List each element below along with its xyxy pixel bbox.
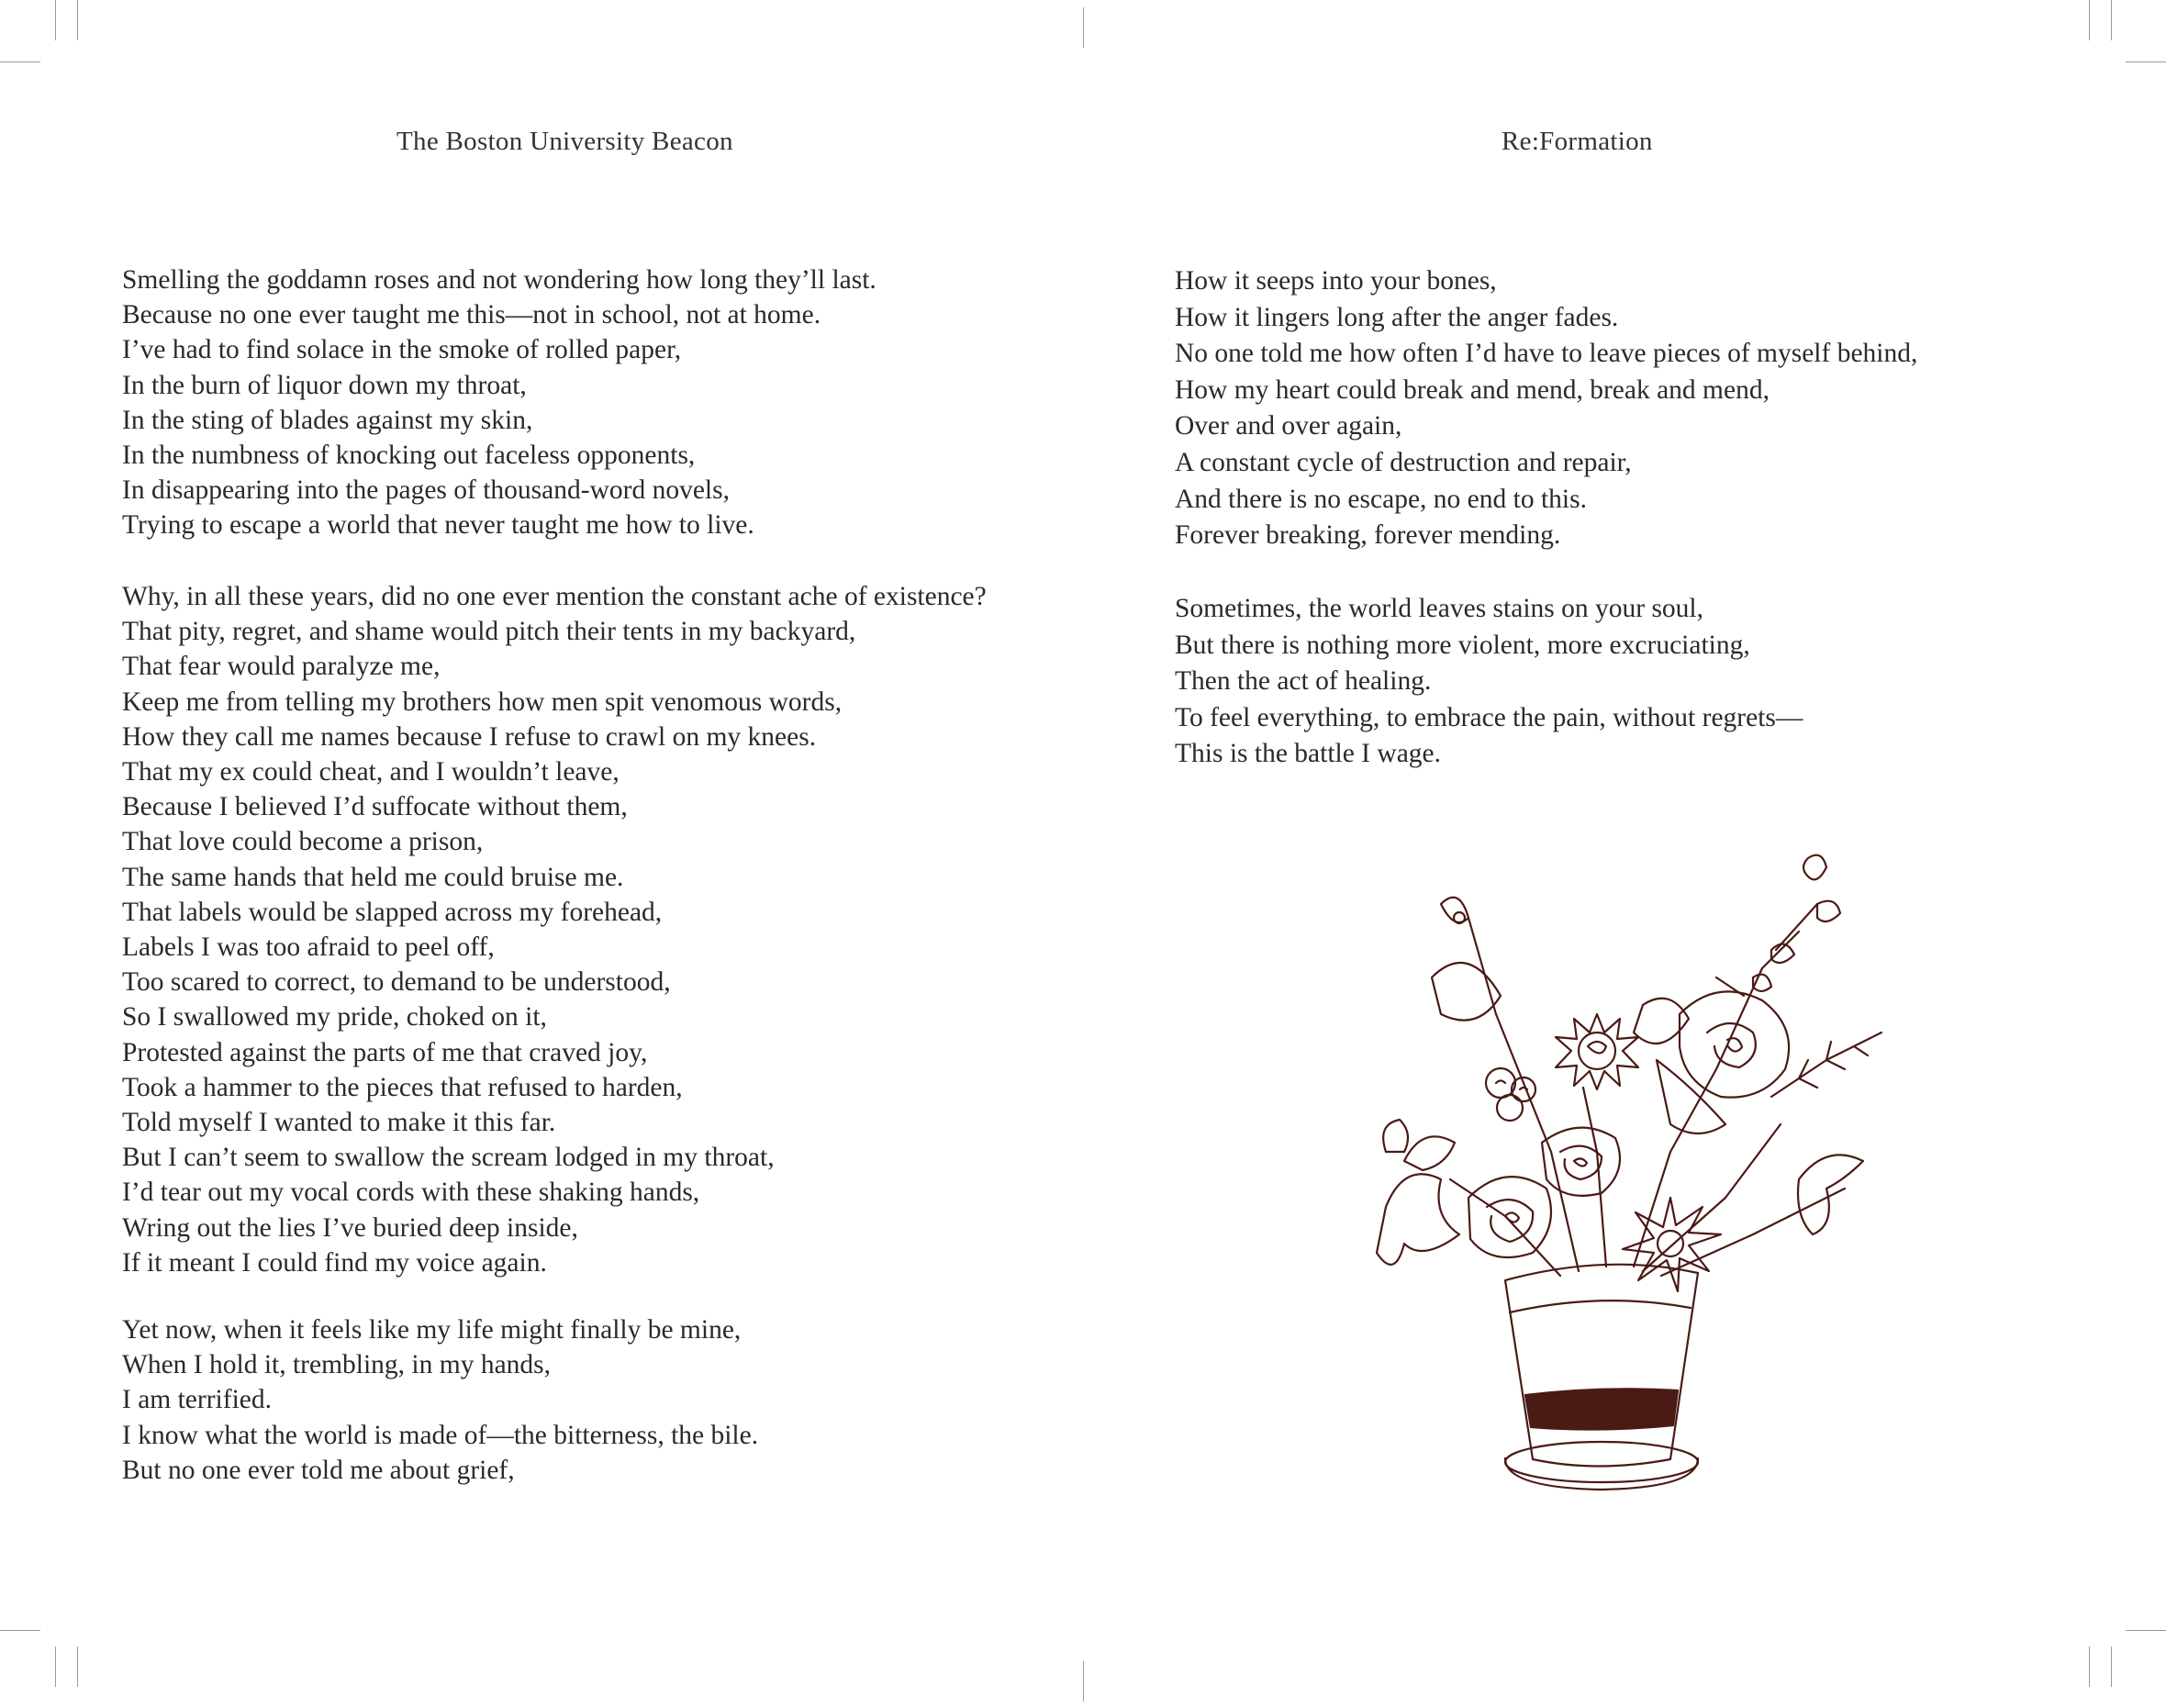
poem-line: How they call me names because I refuse to crawl on my knees. — [122, 721, 817, 752]
poem-line: In the burn of liquor down my throat, — [122, 370, 527, 400]
leaf-icon — [1377, 1120, 1459, 1265]
poem-stanza — [1175, 263, 1917, 554]
poem-line: So I swallowed my pride, choked on it, — [122, 1002, 547, 1033]
poem-line: Yet now, when it feels like my life might finally be mine, — [122, 1315, 742, 1345]
poem-line: How it seeps into your bones, — [1175, 266, 1497, 296]
dahlia-flower-icon — [1556, 1014, 1638, 1089]
poem-line: That pity, regret, and shame would pitch their tents in my backyard, — [122, 617, 856, 647]
poem-line: But I can’t seem to swallow the scream lodged in my throat, — [122, 1143, 775, 1173]
poem-line: Wring out the lies I’ve buried deep inside, — [122, 1212, 578, 1243]
poem-line: To feel everything, to embrace the pain, without regrets— — [1175, 702, 1803, 732]
flower-pot-illustration-icon — [1368, 849, 1900, 1491]
poem-line: But there is nothing more violent, more excruciating, — [1175, 630, 1750, 660]
poem-line: A constant cycle of destruction and repair, — [1175, 447, 1632, 477]
flower-pot-icon — [1505, 1265, 1698, 1490]
poem-line: But no one ever told me about grief, — [122, 1455, 515, 1485]
rose-flower-icon — [1468, 1177, 1551, 1257]
poem-stanza — [122, 579, 987, 1280]
poem-line: That fear would paralyze me, — [122, 652, 441, 682]
poem-line: Sometimes, the world leaves stains on your soul, — [1175, 594, 1703, 623]
poem-line: Smelling the goddamn roses and not wondering how long they’ll last. — [122, 265, 876, 295]
poem-line: Protested against the parts of me that craved joy, — [122, 1037, 648, 1067]
poem-line: Trying to escape a world that never taught me how to live. — [122, 510, 754, 541]
poem-line: If it meant I could find my voice again. — [122, 1247, 547, 1278]
poem-line: Over and over again, — [1175, 411, 1402, 441]
bell-flower-icon — [1432, 898, 1501, 1021]
poem-line: Forever breaking, forever mending. — [1175, 520, 1561, 551]
poem-line: Took a hammer to the pieces that refused to harden, — [122, 1072, 683, 1102]
poem-line: That my ex could cheat, and I wouldn’t leave, — [122, 757, 620, 787]
poem-line: The same hands that held me could bruise me. — [122, 862, 624, 892]
running-head-right: Re:Formation — [1502, 127, 1653, 156]
poem-stanza — [122, 262, 876, 543]
poem-line: Because I believed I’d suffocate without them, — [122, 792, 628, 822]
poem-line: Too scared to correct, to demand to be understood, — [122, 967, 671, 998]
poem-line: When I hold it, trembling, in my hands, — [122, 1350, 552, 1380]
poem-line: Told myself I wanted to make it this far. — [122, 1108, 556, 1138]
poem-line: How it lingers long after the anger fades. — [1175, 302, 1619, 332]
poem-stanza — [1175, 591, 1803, 773]
poem-line: How my heart could break and mend, break and mend, — [1175, 374, 1770, 405]
poem-line: Why, in all these years, did no one ever mention the constant ache of existence? — [122, 582, 987, 611]
poem-line: In disappearing into the pages of thousand-word novels, — [122, 475, 730, 506]
poem-line: Keep me from telling my brothers how men spit venomous words, — [122, 687, 843, 717]
poem-line: I’d tear out my vocal cords with these shaking hands, — [122, 1178, 700, 1208]
poem-line: I am terrified. — [122, 1385, 272, 1415]
poem-line: This is the battle I wage. — [1175, 739, 1442, 769]
poem-line: In the numbness of knocking out faceless opponents, — [122, 441, 696, 471]
poem-line: In the sting of blades against my skin, — [122, 405, 533, 435]
poem-line: I know what the world is made of—the bitterness, the bile. — [122, 1420, 759, 1450]
poem-line: I’ve had to find solace in the smoke of rolled paper, — [122, 335, 682, 365]
poem-line: Labels I was too afraid to peel off, — [122, 932, 495, 963]
poem-line: No one told me how often I’d have to leave pieces of myself behind, — [1175, 339, 1918, 369]
poem-stanza — [122, 1312, 758, 1488]
poem-line: Because no one ever taught me this—not in school, not at home. — [122, 300, 821, 330]
poem-line: And there is no escape, no end to this. — [1175, 484, 1587, 514]
flower-bud-icon — [1753, 855, 1840, 991]
poem-line: That labels would be slapped across my forehead, — [122, 897, 663, 927]
poem-line: Then the act of healing. — [1175, 666, 1432, 697]
running-head-left: The Boston University Beacon — [396, 127, 733, 156]
rose-flower-icon — [1634, 991, 1789, 1133]
poem-line: That love could become a prison, — [122, 827, 484, 857]
